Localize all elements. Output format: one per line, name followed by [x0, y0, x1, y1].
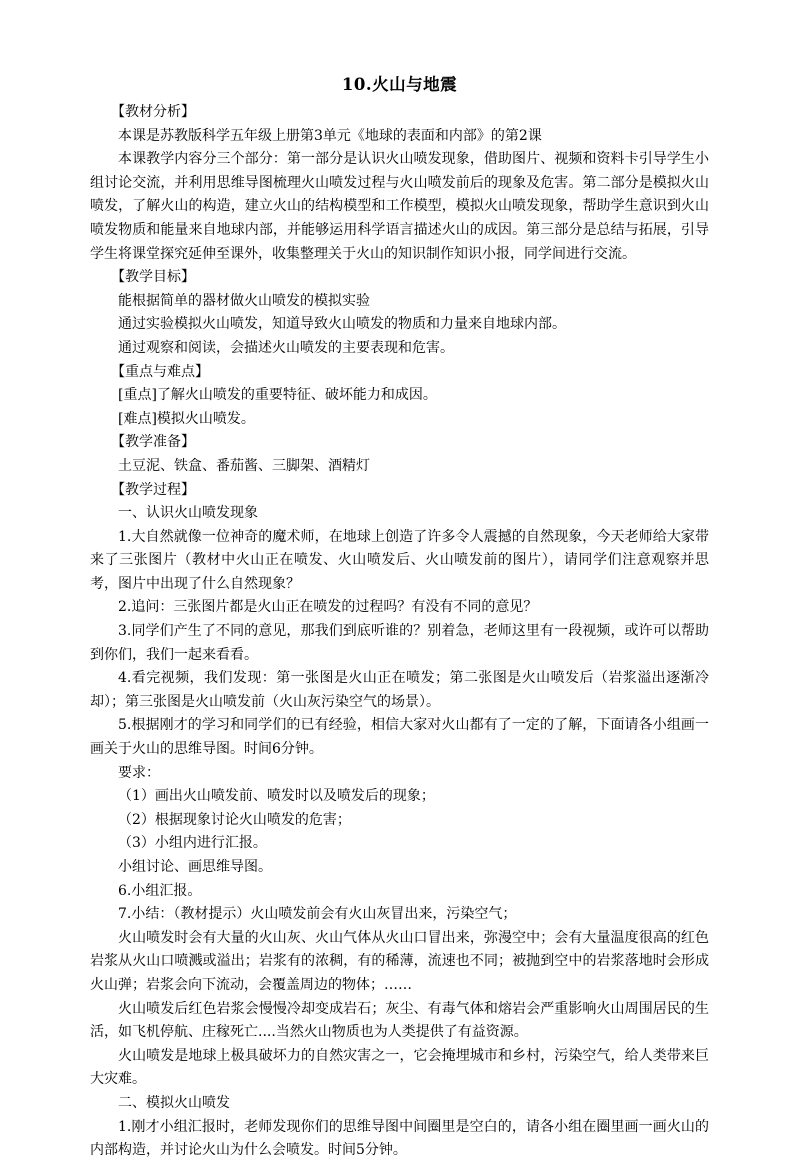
- paragraph: 通过观察和阅读，会描述火山喷发的主要表现和危害。: [118, 339, 454, 356]
- paragraph: 通过实验模拟火山喷发，知道导致火山喷发的物质和力量来自地球内部。: [118, 316, 566, 333]
- paragraph: 火山喷发后红色岩浆会慢慢冷却变成岩石；灰尘、有毒气体和熔岩会严重影响火山周围居民的生活，如飞机停航、庄稼死亡....当然火山物质也为人类提供了有益资源。: [90, 1000, 709, 1041]
- document-body: [90, 101, 709, 1163]
- paragraph: （2）根据现象讨论火山喷发的危害；: [118, 811, 351, 828]
- paragraph: 5.根据刚才的学习和同学们的已有经验，相信大家对火山都有了一定的了解，下面请各小组画一画关于火山的思维导图。时间6分钟。: [90, 717, 709, 758]
- paragraph: 一、认识火山喷发现象: [118, 505, 258, 522]
- paragraph: 3.同学们产生了不同的意见，那我们到底听谁的？别着急，老师这里有一段视频，或许可以帮助到你们，我们一起来看看。: [90, 623, 709, 663]
- paragraph: 【重点与难点】: [111, 363, 209, 380]
- paragraph: 能根据简单的器材做火山喷发的模拟实验: [118, 292, 370, 309]
- paragraph: 火山喷发时会有大量的火山灰、火山气体从火山口冒出来，弥漫空中；会有大量温度很高的红色岩浆从火山口喷溅或溢出；岩浆有的浓稠，有的稀薄，流速也不同；被抛到空中的岩浆落地时会形成火山弹；岩浆会向下流动，会覆盖周边的物体；……: [90, 929, 709, 993]
- paragraph: 【教学过程】: [111, 481, 195, 498]
- paragraph: 4.看完视频，我们发现：第一张图是火山正在喷发；第二张图是火山喷发后（岩浆溢出逐渐冷却）；第三张图是火山喷发前（火山灰污染空气的场景）。: [90, 670, 709, 710]
- paragraph: 2.追问：三张图片都是火山正在喷发的过程吗？有没有不同的意见？: [118, 599, 538, 616]
- paragraph: [难点]模拟火山喷发。: [118, 410, 255, 427]
- paragraph: 火山喷发是地球上极具破坏力的自然灾害之一，它会掩埋城市和乡村，污染空气，给人类带来巨大灾难。: [90, 1047, 709, 1088]
- paragraph: 土豆泥、铁盒、番茄酱、三脚架、酒精灯: [118, 457, 370, 474]
- paragraph: 本课教学内容分三个部分：第一部分是认识火山喷发现象，借助图片、视频和资料卡引导学生小组讨论交流，并利用思维导图梳理火山喷发过程与火山喷发前后的现象及危害。第二部分是模拟火山喷发，了解火山的构造，建立火山的结构模型和工作模型，模拟火山喷发现象，帮助学生意识到火山喷发物质和能量来自地球内部，并能够运用科学语言描述火山的成因。第三部分是总结与拓展，引导学生将课堂探究延伸至课外，收集整理关于火山的知识制作知识小报，同学间进行交流。: [90, 151, 709, 262]
- paragraph: 要求：: [118, 764, 160, 781]
- paragraph: [重点]了解火山喷发的重要特征、破坏能力和成因。: [118, 387, 437, 404]
- paragraph: 本课是苏教版科学五年级上册第3单元《地球的表面和内部》的第2课: [118, 127, 542, 144]
- paragraph: 【教学目标】: [111, 269, 195, 286]
- paragraph: 1.大自然就像一位神奇的魔术师，在地球上创造了许多令人震撼的自然现象，今天老师给大家带来了三张图片（教材中火山正在喷发、火山喷发后、火山喷发前的图片），请同学们注意观察并思考，图片中出现了什么自然现象？: [90, 528, 709, 592]
- paragraph: 7.小结：（教材提示）火山喷发前会有火山灰冒出来，污染空气；: [118, 906, 517, 923]
- paragraph: 二、模拟火山喷发: [118, 1094, 230, 1111]
- paragraph: （3）小组内进行汇报。: [118, 835, 267, 852]
- paragraph: 小组讨论、画思维导图。: [118, 859, 272, 875]
- paragraph: 6.小组汇报。: [118, 882, 202, 899]
- paragraph: 1.刚才小组汇报时，老师发现你们的思维导图中间圈里是空白的，请各小组在圈里画一画火山的内部构造，并讨论火山为什么会喷发。时间5分钟。: [90, 1118, 709, 1159]
- paragraph: （1）画出火山喷发前、喷发时以及喷发后的现象；: [118, 788, 435, 805]
- page-title: 10.火山与地震: [341, 75, 458, 94]
- paragraph: 【教材分析】: [111, 104, 195, 120]
- paragraph: 【教学准备】: [111, 434, 195, 451]
